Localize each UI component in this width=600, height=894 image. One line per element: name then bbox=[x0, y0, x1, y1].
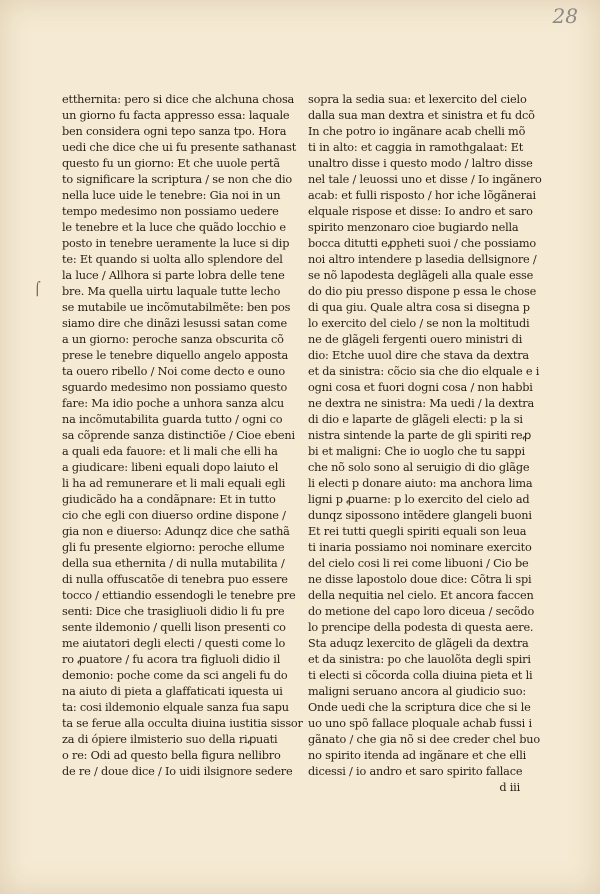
text-line: gãnato / che gia nõ si dee creder chel buo bbox=[308, 733, 540, 746]
text-line: no spirito itenda ad ingãnare et che elli bbox=[308, 749, 527, 762]
text-line: a quali eda fauore: et li mali che elli ha bbox=[62, 445, 278, 458]
text-line: siamo dire che dinãzi lesussi satan come bbox=[62, 317, 288, 330]
text-line: se nõ lapodesta deglãgeli alla quale esse bbox=[308, 269, 534, 282]
text-line: ne disse lapostolo doue dice: Cõtra li spi bbox=[308, 573, 532, 586]
text-line: nella luce uide le tenebre: Gia noi in un bbox=[62, 189, 281, 202]
text-line: etthernita: pero si dice che alchuna chosa bbox=[62, 93, 295, 106]
text-line: o re: Odi ad questo bella figura nellibro bbox=[62, 749, 281, 762]
text-line: bocca ditutti eꝓpheti suoi / che possiamo bbox=[308, 237, 536, 250]
text-line: noi altro intendere p lasedia dellsignore / bbox=[308, 253, 537, 266]
text-line: bi et maligni: Che io uoglo che tu sappi bbox=[308, 445, 525, 458]
text-line: di dio e laparte de glãgeli electi: p la si bbox=[308, 413, 523, 426]
text-line: et da sinistra: po che lauolõta degli spiri bbox=[308, 653, 531, 666]
text-line: tempo medesimo non possiamo uedere bbox=[62, 205, 279, 218]
text-line: prese le tenebre diquello angelo apposta bbox=[62, 349, 289, 362]
text-line: Sta aduqz lexercito de glãgeli da dextra bbox=[308, 637, 529, 650]
text-line: acab: et fulli risposto / hor iche lõgãnerai bbox=[308, 189, 536, 202]
text-line: a un giorno: peroche sanza obscurita cõ bbox=[62, 333, 284, 346]
text-line: ti in alto: et caggia in ramothgalaat: Et bbox=[308, 141, 524, 154]
text-line: nel tale / leuossi uno et disse / Io ingãnero bbox=[308, 173, 542, 186]
text-line: ligni p ꝓuarne: p lo exercito del cielo ad bbox=[308, 493, 530, 506]
text-line: se mutabile ue incõmutabilmẽte: ben pos bbox=[62, 301, 291, 314]
text-line: della sua ethernita / di nulla mutabilita / bbox=[62, 557, 285, 570]
left-text-column bbox=[62, 92, 303, 780]
text-line: ti electi si cõcorda colla diuina pieta et li bbox=[308, 669, 533, 682]
text-line: della nequitia nel cielo. Et ancora faccen bbox=[308, 589, 534, 602]
text-line: ne dextra ne sinistra: Ma uedi / la dextra bbox=[308, 397, 535, 410]
text-line: to significare la scriptura / se non che dio bbox=[62, 173, 292, 186]
text-line: ogni cosa et fuori dogni cosa / non habbi bbox=[308, 381, 533, 394]
text-line: dio: Etche uuol dire che stava da dextra bbox=[308, 349, 529, 362]
text-line: Et rei tutti quegli spiriti equali son leua bbox=[308, 525, 527, 538]
text-line: do dio piu presso dispone p essa le chose bbox=[308, 285, 537, 298]
text-line: uo uno spõ fallace ploquale achab fussi i bbox=[308, 717, 532, 730]
signature-mark: d iii bbox=[499, 781, 520, 794]
text-line: elquale rispose et disse: Io andro et saro bbox=[308, 205, 533, 218]
text-line: maligni seruano ancora al giudicio suo: bbox=[308, 685, 526, 698]
text-line: li ha ad remunerare et li mali equali egli bbox=[62, 477, 286, 490]
text-line: sopra la sedia sua: et lexercito del cielo bbox=[308, 93, 527, 106]
text-line: ta se ferue alla occulta diuina iustitia sissor bbox=[62, 717, 303, 730]
text-line: ta: cosi ildemonio elquale sanza fua sapu bbox=[62, 701, 289, 714]
text-line: lo prencipe della podesta di questa aere. bbox=[308, 621, 534, 634]
folio-number: 28 bbox=[552, 4, 578, 28]
text-line: li electi p donare aiuto: ma anchora lima bbox=[308, 477, 533, 490]
text-line: nistra sintende la parte de gli spiriti reꝓ bbox=[308, 429, 531, 442]
text-line: na aiuto di pieta a glaffaticati iquesta ui bbox=[62, 685, 283, 698]
text-line: senti: Dice che trasigliuoli didio li fu pre bbox=[62, 605, 285, 618]
text-line: sa cõprende sanza distinctiõe / Cioe ebeni bbox=[62, 429, 295, 442]
text-line: giudicãdo ha a condãpnare: Et in tutto bbox=[62, 493, 276, 506]
text-line: sguardo medesimo non possiamo questo bbox=[62, 381, 288, 394]
text-line: che nõ solo sono al seruigio di dio glãge bbox=[308, 461, 530, 474]
text-line: na incõmutabilita guarda tutto / ogni co bbox=[62, 413, 283, 426]
text-line: lo exercito del cielo / se non la moltitudi bbox=[308, 317, 530, 330]
right-text-column bbox=[308, 92, 542, 796]
text-line: ti inaria possiamo noi nominare exercito bbox=[308, 541, 532, 554]
text-line: me aiutatori degli electi / questi come lo bbox=[62, 637, 286, 650]
text-line: spirito menzonaro cioe bugiardo nella bbox=[308, 221, 519, 234]
text-line: gli fu presente elgiorno: peroche ellume bbox=[62, 541, 285, 554]
text-line: gia non e diuerso: Adunqz dice che sathã bbox=[62, 525, 290, 538]
text-line: la luce / Allhora si parte lobra delle tene bbox=[62, 269, 285, 282]
text-line: dicessi / io andro et saro spirito fallace bbox=[308, 765, 523, 778]
text-line: de re / doue dice / Io uidi ilsignore sedere bbox=[62, 765, 293, 778]
text-line: sente ildemonio / quelli lison presenti co bbox=[62, 621, 286, 634]
text-line: a giudicare: libeni equali dopo laiuto el bbox=[62, 461, 279, 474]
text-line: unaltro disse i questo modo / laltro disse bbox=[308, 157, 533, 170]
text-line: del cielo cosi li rei come libuoni / Cio be bbox=[308, 557, 529, 570]
text-line: dalla sua man dextra et sinistra et fu dcõ bbox=[308, 109, 535, 122]
text-line: In che potro io ingãnare acab chelli mõ bbox=[308, 125, 526, 138]
text-line: et da sinistra: cõcio sia che dio elquale e i bbox=[308, 365, 540, 378]
text-line: di qua giu. Quale altra cosa si disegna p bbox=[308, 301, 530, 314]
text-line: do metione del capo loro diceua / secõdo bbox=[308, 605, 535, 618]
text-line: dunqz sipossono intẽdere glangeli buoni bbox=[308, 509, 532, 522]
text-line: fare: Ma idio poche a unhora sanza alcu bbox=[62, 397, 284, 410]
text-line: ben considera ogni tepo sanza tpo. Hora bbox=[62, 125, 287, 138]
text-line: bre. Ma quella uirtu laquale tutte lecho bbox=[62, 285, 281, 298]
text-line: le tenebre et la luce che quãdo locchio e bbox=[62, 221, 286, 234]
text-line: posto in tenebre ueramente la luce si dip bbox=[62, 237, 290, 250]
text-line: za di ópiere ilmisterio suo della riꝓuati bbox=[62, 733, 278, 746]
text-line: uedi che dice che ui fu presente sathanast bbox=[62, 141, 297, 154]
text-line: ta ouero ribello / Noi come decto e ouno bbox=[62, 365, 285, 378]
text-line: di nulla offuscatõe di tenebra puo essere bbox=[62, 573, 288, 586]
text-line: te: Et quando si uolta allo splendore del bbox=[62, 253, 283, 266]
text-line: ro ꝓuatore / fu acora tra figluoli didio il bbox=[62, 653, 281, 666]
text-line: ne de glãgeli fergenti ouero ministri di bbox=[308, 333, 523, 346]
marginal-bracket-mark: ⌠ bbox=[34, 282, 41, 297]
text-line: un giorno fu facta appresso essa: laquale bbox=[62, 109, 290, 122]
text-line: tocco / ettiandio essendogli le tenebre pre bbox=[62, 589, 296, 602]
text-line: cio che egli con diuerso ordine dispone / bbox=[62, 509, 286, 522]
text-line: questo fu un giorno: Et che uuole pertã bbox=[62, 157, 280, 170]
text-line: demonio: poche come da sci angeli fu do bbox=[62, 669, 288, 682]
text-line: Onde uedi che la scriptura dice che si le bbox=[308, 701, 531, 714]
